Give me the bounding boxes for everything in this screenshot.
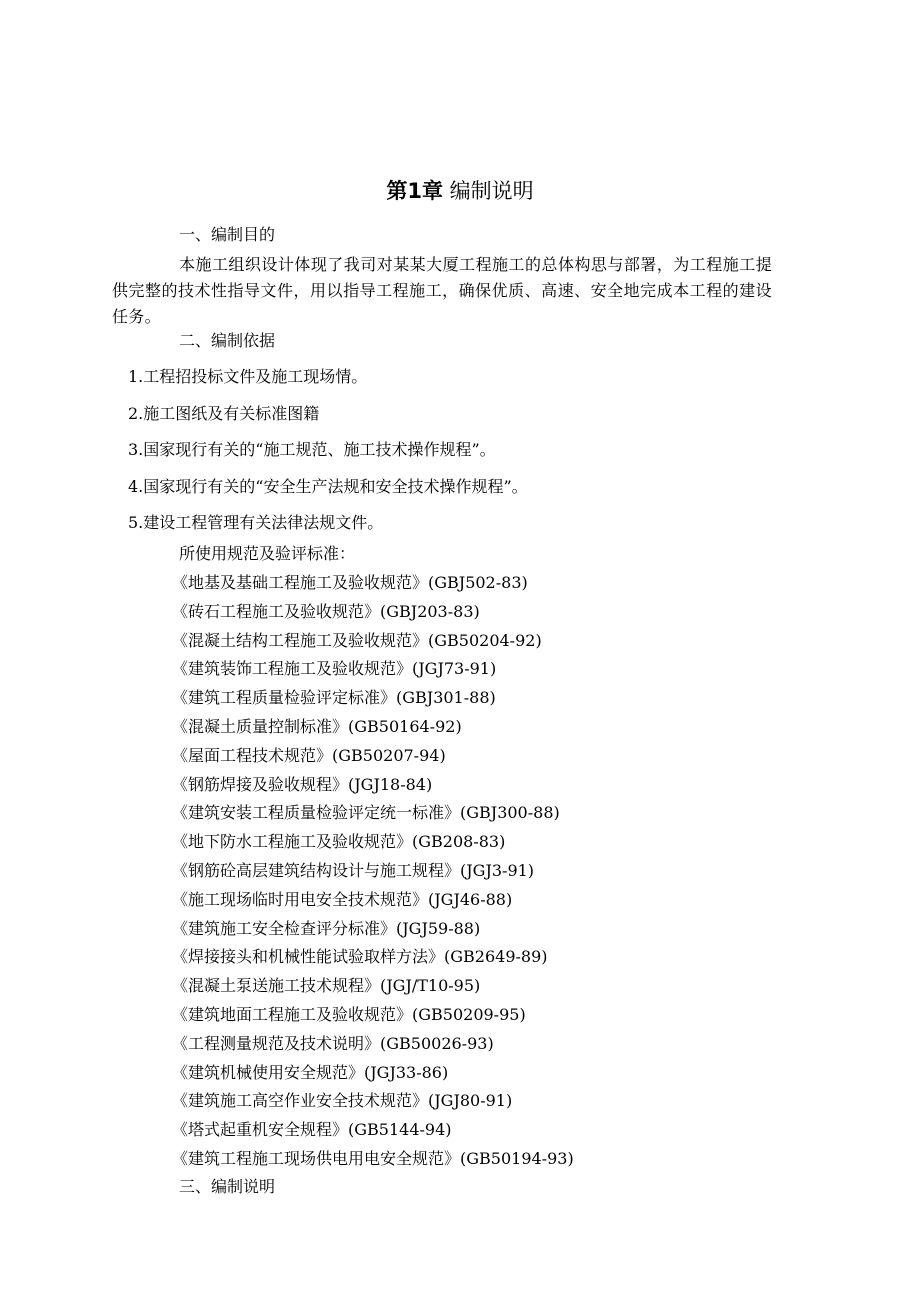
standard-item: 《建筑工程质量检验评定标准》(GBJ301-88)	[172, 688, 496, 708]
chapter-number: 第1章	[386, 179, 443, 203]
chapter-name: 编制说明	[449, 179, 534, 203]
standard-item: 《混凝土泵送施工技术规程》(JGJ/T10-95)	[172, 976, 481, 996]
standards-list	[172, 572, 574, 1177]
standard-item: 《建筑安装工程质量检验评定统一标准》(GBJ300-88)	[172, 803, 560, 823]
standard-item: 《建筑工程施工现场供电用电安全规范》(GB50194-93)	[172, 1148, 574, 1168]
standard-item: 《建筑施工安全检查评分标准》(JGJ59-88)	[172, 918, 481, 938]
standard-item: 《建筑施工高空作业安全技术规范》(JGJ80-91)	[172, 1091, 513, 1111]
standard-item: 《塔式起重机安全规程》(GB5144-94)	[172, 1120, 452, 1140]
section-heading-explanation: 三、编制说明	[179, 1177, 276, 1196]
standard-item: 《工程测量规范及技术说明》(GB50026-93)	[172, 1033, 494, 1053]
standard-item: 《施工现场临时用电安全技术规范》(JGJ46-88)	[172, 889, 513, 909]
basis-item: 5.建设工程管理有关法律法规文件。	[128, 513, 384, 532]
purpose-paragraph: 本施工组织设计体现了我司对某某大厦工程施工的总体构思与部署，为工程施工提供完整的技术性指导文件，用以指导工程施工，确保优质、高速、安全地完成本工程的建设任务。	[112, 255, 772, 326]
basis-item: 1.工程招投标文件及施工现场情。	[128, 367, 368, 386]
standard-item: 《建筑机械使用安全规范》(JGJ33-86)	[172, 1062, 449, 1082]
standard-item: 《混凝土结构工程施工及验收规范》(GB50204-92)	[172, 630, 542, 650]
basis-item: 4.国家现行有关的“安全生产法规和安全技术操作规程”。	[128, 476, 528, 496]
basis-list	[128, 366, 528, 549]
standard-item: 《焊接接头和机械性能试验取样方法》(GB2649-89)	[172, 947, 548, 967]
chapter-title	[0, 176, 920, 206]
section-heading-basis: 二、编制依据	[179, 331, 276, 350]
standard-item: 《砖石工程施工及验收规范》(GBJ203-83)	[172, 601, 480, 621]
standard-item: 《地下防水工程施工及验收规范》(GB208-83)	[172, 832, 506, 852]
standard-item: 《建筑地面工程施工及验收规范》(GB50209-95)	[172, 1004, 526, 1024]
section-heading-purpose: 一、编制目的	[179, 225, 276, 244]
standard-item: 《屋面工程技术规范》(GB50207-94)	[172, 745, 446, 765]
basis-item: 3.国家现行有关的“施工规范、施工技术操作规程”。	[128, 440, 496, 459]
standards-intro: 所使用规范及验评标准：	[179, 544, 356, 563]
standard-item: 《地基及基础工程施工及验收规范》(GBJ502-83)	[172, 573, 528, 592]
standard-item: 《混凝土质量控制标准》(GB50164-92)	[172, 716, 462, 736]
basis-item: 2.施工图纸及有关标准图籍	[128, 403, 320, 423]
standard-item: 《建筑装饰工程施工及验收规范》(JGJ73-91)	[172, 659, 497, 679]
standard-item: 《钢筋焊接及验收规程》(JGJ18-84)	[172, 774, 433, 794]
standard-item: 《钢筋砼高层建筑结构设计与施工规程》(JGJ3-91)	[172, 860, 535, 880]
